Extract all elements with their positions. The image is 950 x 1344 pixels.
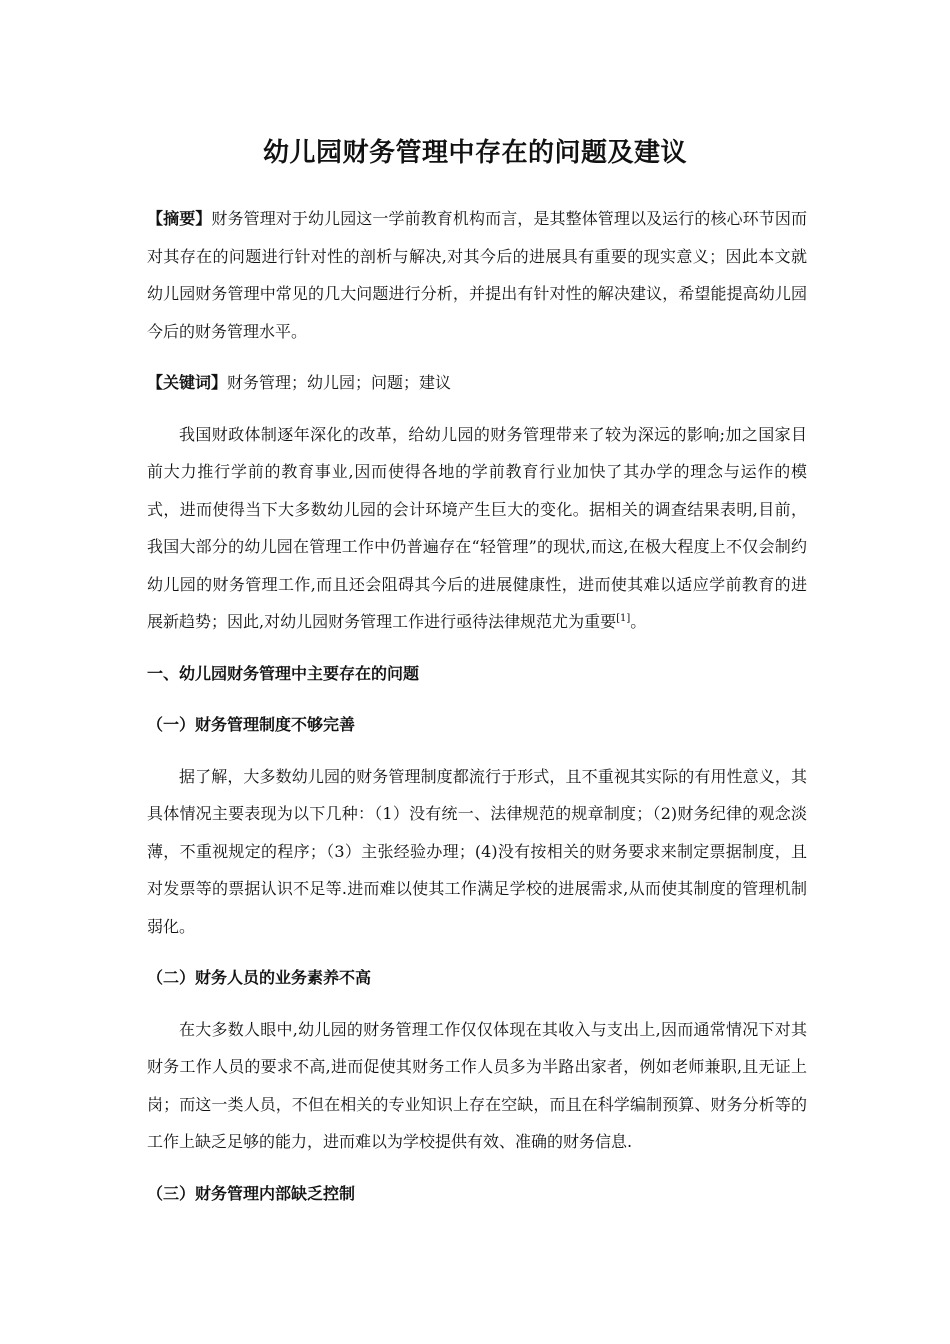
abstract-paragraph	[147, 200, 807, 350]
intro-paragraph	[147, 416, 807, 641]
subsection-heading-3: （三）财务管理内部缺乏控制	[147, 1183, 356, 1203]
document-body	[147, 200, 807, 1226]
citation-ref: [1]	[616, 613, 631, 624]
keywords-text: 财务管理；幼儿园；问题；建议	[227, 373, 452, 392]
abstract-label: 【摘要】	[147, 209, 212, 228]
subsection-heading-1: （一）财务管理制度不够完善	[147, 715, 356, 734]
subsection-paragraph-2: 在大多数人眼中,幼儿园的财务管理工作仅仅体现在其收入与支出上,因而通常情况下对其财务工作人员的要求不高,进而促使其财务工作人员多为半路出家者，例如老师兼职,且无证上岗；而这一类人员，不但在相关的专业知识上存在空缺，而且在科学编制预算、财务分析等的工作上缺乏足够的能力，进而难以为学校提供有效、准确的财务信息.	[147, 1019, 807, 1151]
keywords-label: 【关键词】	[147, 373, 228, 392]
keywords-paragraph	[147, 364, 807, 402]
document-title: 幼儿园财务管理中存在的问题及建议	[262, 138, 687, 168]
intro-text: 我国财政体制逐年深化的改革，给幼儿园的财务管理带来了较为深远的影响;加之国家目前大力推行学前的教育事业,因而使得各地的学前教育行业加快了其办学的理念与运作的模式，进而使得当下大多数幼儿园的会计环境产生巨大的变化。据相关的调查结果表明,目前，我国大部分的幼儿园在管理工作中仍普遍存在“轻管理”的现状,而这,在极大程度上不仅会制约幼儿园的财务管理工作,而且还会阻碍其今后的进展健康性，进而使其难以适应学前教育的进展新趋势；因此,对幼儿园财务管理工作进行亟待法律规范尤为重要	[147, 424, 807, 631]
intro-end: 。	[630, 612, 647, 631]
section-heading: 一、幼儿园财务管理中主要存在的问题	[147, 663, 420, 683]
subsection-paragraph-1: 据了解，大多数幼儿园的财务管理制度都流行于形式，且不重视其实际的有用性意义，其具体情况主要表现为以下几种：（1）没有统一、法律规范的规章制度；（2)财务纪律的观念淡薄，不重视规定的程序；（3）主张经验办理；(4)没有按相关的财务要求来制定票据制度，且对发票等的票据认识不足等.进而难以使其工作满足学校的进展需求,从而使其制度的管理机制弱化。	[147, 766, 807, 936]
subsection-heading-2: （二）财务人员的业务素养不高	[147, 968, 372, 987]
abstract-text: 财务管理对于幼儿园这一学前教育机构而言，是其整体管理以及运行的核心环节因而对其存在的问题进行针对性的剖析与解决,对其今后的进展具有重要的现实意义；因此本文就幼儿园财务管理中常见的几大问题进行分析，并提出有针对性的解决建议，希望能提高幼儿园今后的财务管理水平。	[147, 209, 807, 341]
